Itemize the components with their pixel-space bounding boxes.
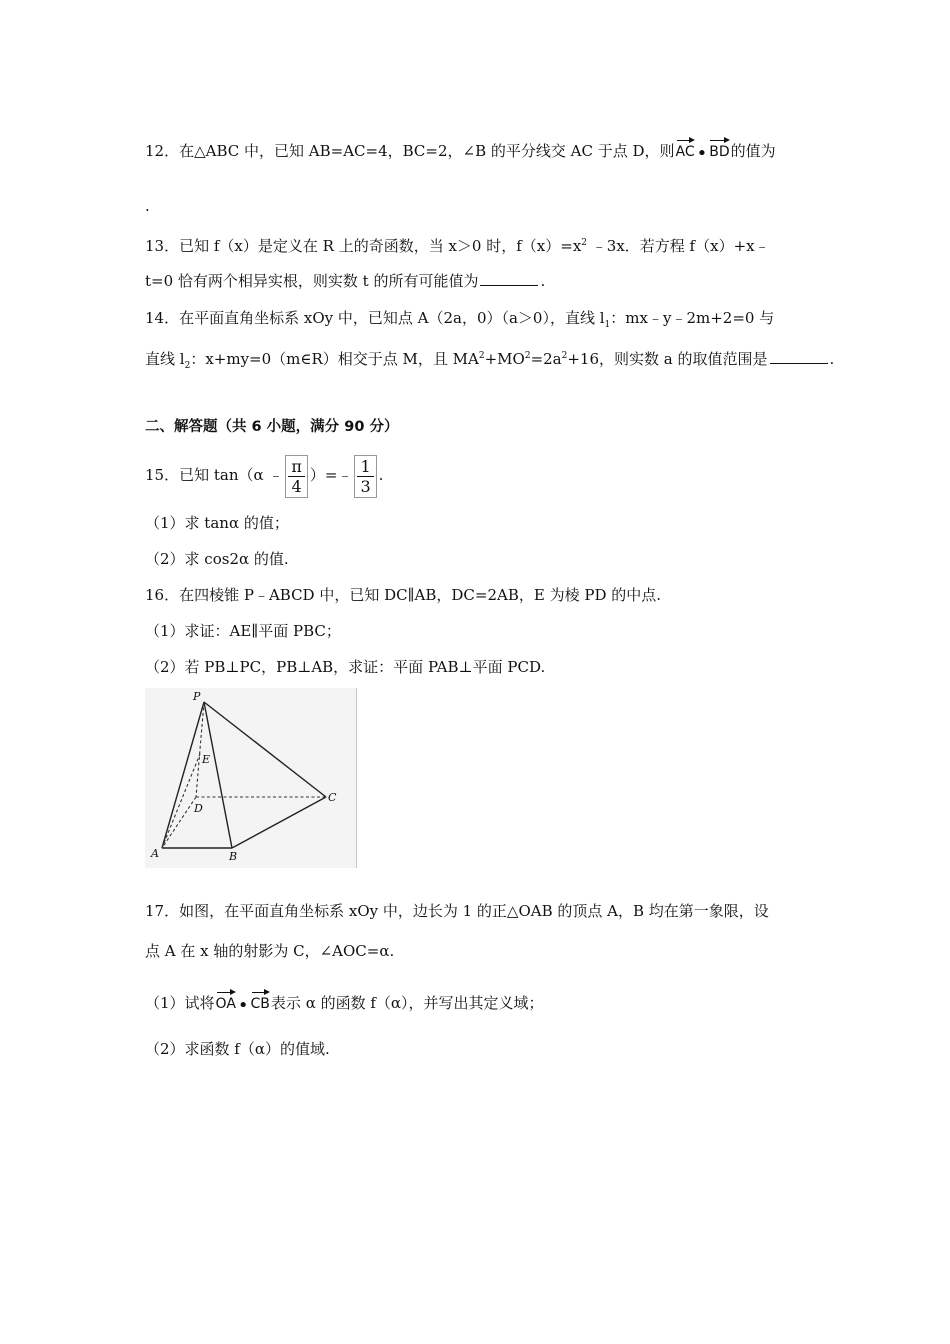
q15-frac1-num: π xyxy=(291,456,302,476)
q12-line1 xyxy=(145,138,776,162)
q13-line1 xyxy=(145,233,770,256)
q14-l2-sup1: 2 xyxy=(478,351,485,361)
label-a: A xyxy=(151,847,159,860)
q15-sub2: （2）求 cos2α 的值. xyxy=(145,550,289,568)
q13-answer-blank xyxy=(480,271,538,286)
q16-text: 16．在四棱锥 P﹣ABCD 中，已知 DC∥AB，DC=2AB，E 为棱 PD 的中点. xyxy=(145,586,662,604)
q17-vector-cb: CB xyxy=(251,990,270,1014)
label-b: B xyxy=(229,850,238,863)
q14-l2-a: 直线 l xyxy=(145,350,185,368)
q15-text-a: 15．已知 tan（α ﹣ xyxy=(145,466,284,484)
q13-line2-end: . xyxy=(540,272,546,290)
q13-line2 xyxy=(145,271,545,291)
q13-line2-text: t=0 恰有两个相异实根，则实数 t 的所有可能值为 xyxy=(145,272,479,290)
q15-sub1: （1）求 tanα 的值； xyxy=(145,514,289,532)
figure-background xyxy=(145,688,357,868)
q14-line1 xyxy=(145,308,774,335)
q17-sub1-b: 表示 α 的函数 f（α），并写出其定义域； xyxy=(270,994,544,1012)
q14-text-b: ：mx﹣y﹣2m+2=0 与 xyxy=(610,309,775,327)
section2-title: 二、解答题（共 6 小题，满分 90 分） xyxy=(145,419,399,435)
q12-vector-ac: AC xyxy=(676,138,695,162)
label-p: P xyxy=(193,690,201,703)
label-e: E xyxy=(202,753,211,766)
q14-sub1: 1 xyxy=(604,320,611,330)
q12-tail: . xyxy=(145,197,150,215)
pyramid-figure xyxy=(145,688,357,868)
q17-line2: 点 A 在 x 轴的射影为 C，∠AOC=α. xyxy=(145,942,395,960)
q14-l2-sup2: 2 xyxy=(524,351,531,361)
q17-vector-oa: OA xyxy=(216,990,236,1014)
q13-text-a: 13．已知 f（x）是定义在 R 上的奇函数，当 x＞0 时，f（x）=x xyxy=(145,237,582,255)
q15-text-b: ）=﹣ xyxy=(309,466,353,484)
dot-product-icon: • xyxy=(696,143,708,164)
q14-l2-e: +16，则实数 a 的取值范围是 xyxy=(567,350,768,368)
q14-l2-f: . xyxy=(829,350,835,368)
q16-sub1: （1）求证：AE∥平面 PBC； xyxy=(145,622,341,640)
q13-text-b: ﹣3x．若方程 f（x）+x﹣ xyxy=(587,237,770,255)
q17-sub2: （2）求函数 f（α）的值域. xyxy=(145,1040,330,1058)
q17-line1: 17．如图，在平面直角坐标系 xOy 中，边长为 1 的正△OAB 的顶点 A，B 均在第一象限，设 xyxy=(145,902,769,920)
q14-l2-d: =2a xyxy=(530,350,562,368)
q12-text-a: 12．在△ABC 中，已知 AB=AC=4，BC=2，∠B 的平分线交 AC 于点 D，则 xyxy=(145,142,675,160)
q15-frac2-den: 3 xyxy=(360,476,371,496)
q12-vector-bd: BD xyxy=(709,138,729,162)
q17-sub1-a: （1）试将 xyxy=(145,994,215,1012)
q16-sub2: （2）若 PB⊥PC，PB⊥AB，求证：平面 PAB⊥平面 PCD. xyxy=(145,658,546,676)
q15-frac1-den: 4 xyxy=(291,476,302,496)
q15-fraction-pi-over-4 xyxy=(285,455,308,498)
q15-fraction-one-third xyxy=(354,455,376,498)
q15-line1 xyxy=(145,452,383,498)
q14-l2-c: +MO xyxy=(484,350,525,368)
q14-l2-b: ：x+my=0（m∈R）相交于点 M，且 MA xyxy=(190,350,479,368)
q14-text-a: 14．在平面直角坐标系 xOy 中，已知点 A（2a，0）（a＞0），直线 l xyxy=(145,309,605,327)
label-c: C xyxy=(328,791,337,804)
dot-product-icon: • xyxy=(237,995,249,1016)
q15-frac2-num: 1 xyxy=(360,456,371,476)
q13-sup: 2 xyxy=(581,238,588,248)
q15-text-c: . xyxy=(378,466,384,484)
q14-line2 xyxy=(145,346,834,376)
q14-l2-sub: 2 xyxy=(184,361,191,371)
label-d: D xyxy=(194,802,203,815)
q17-sub1 xyxy=(145,990,544,1014)
q14-l2-sup3: 2 xyxy=(561,351,568,361)
q12-text-b: 的值为 xyxy=(730,142,776,160)
q14-answer-blank xyxy=(770,349,828,364)
